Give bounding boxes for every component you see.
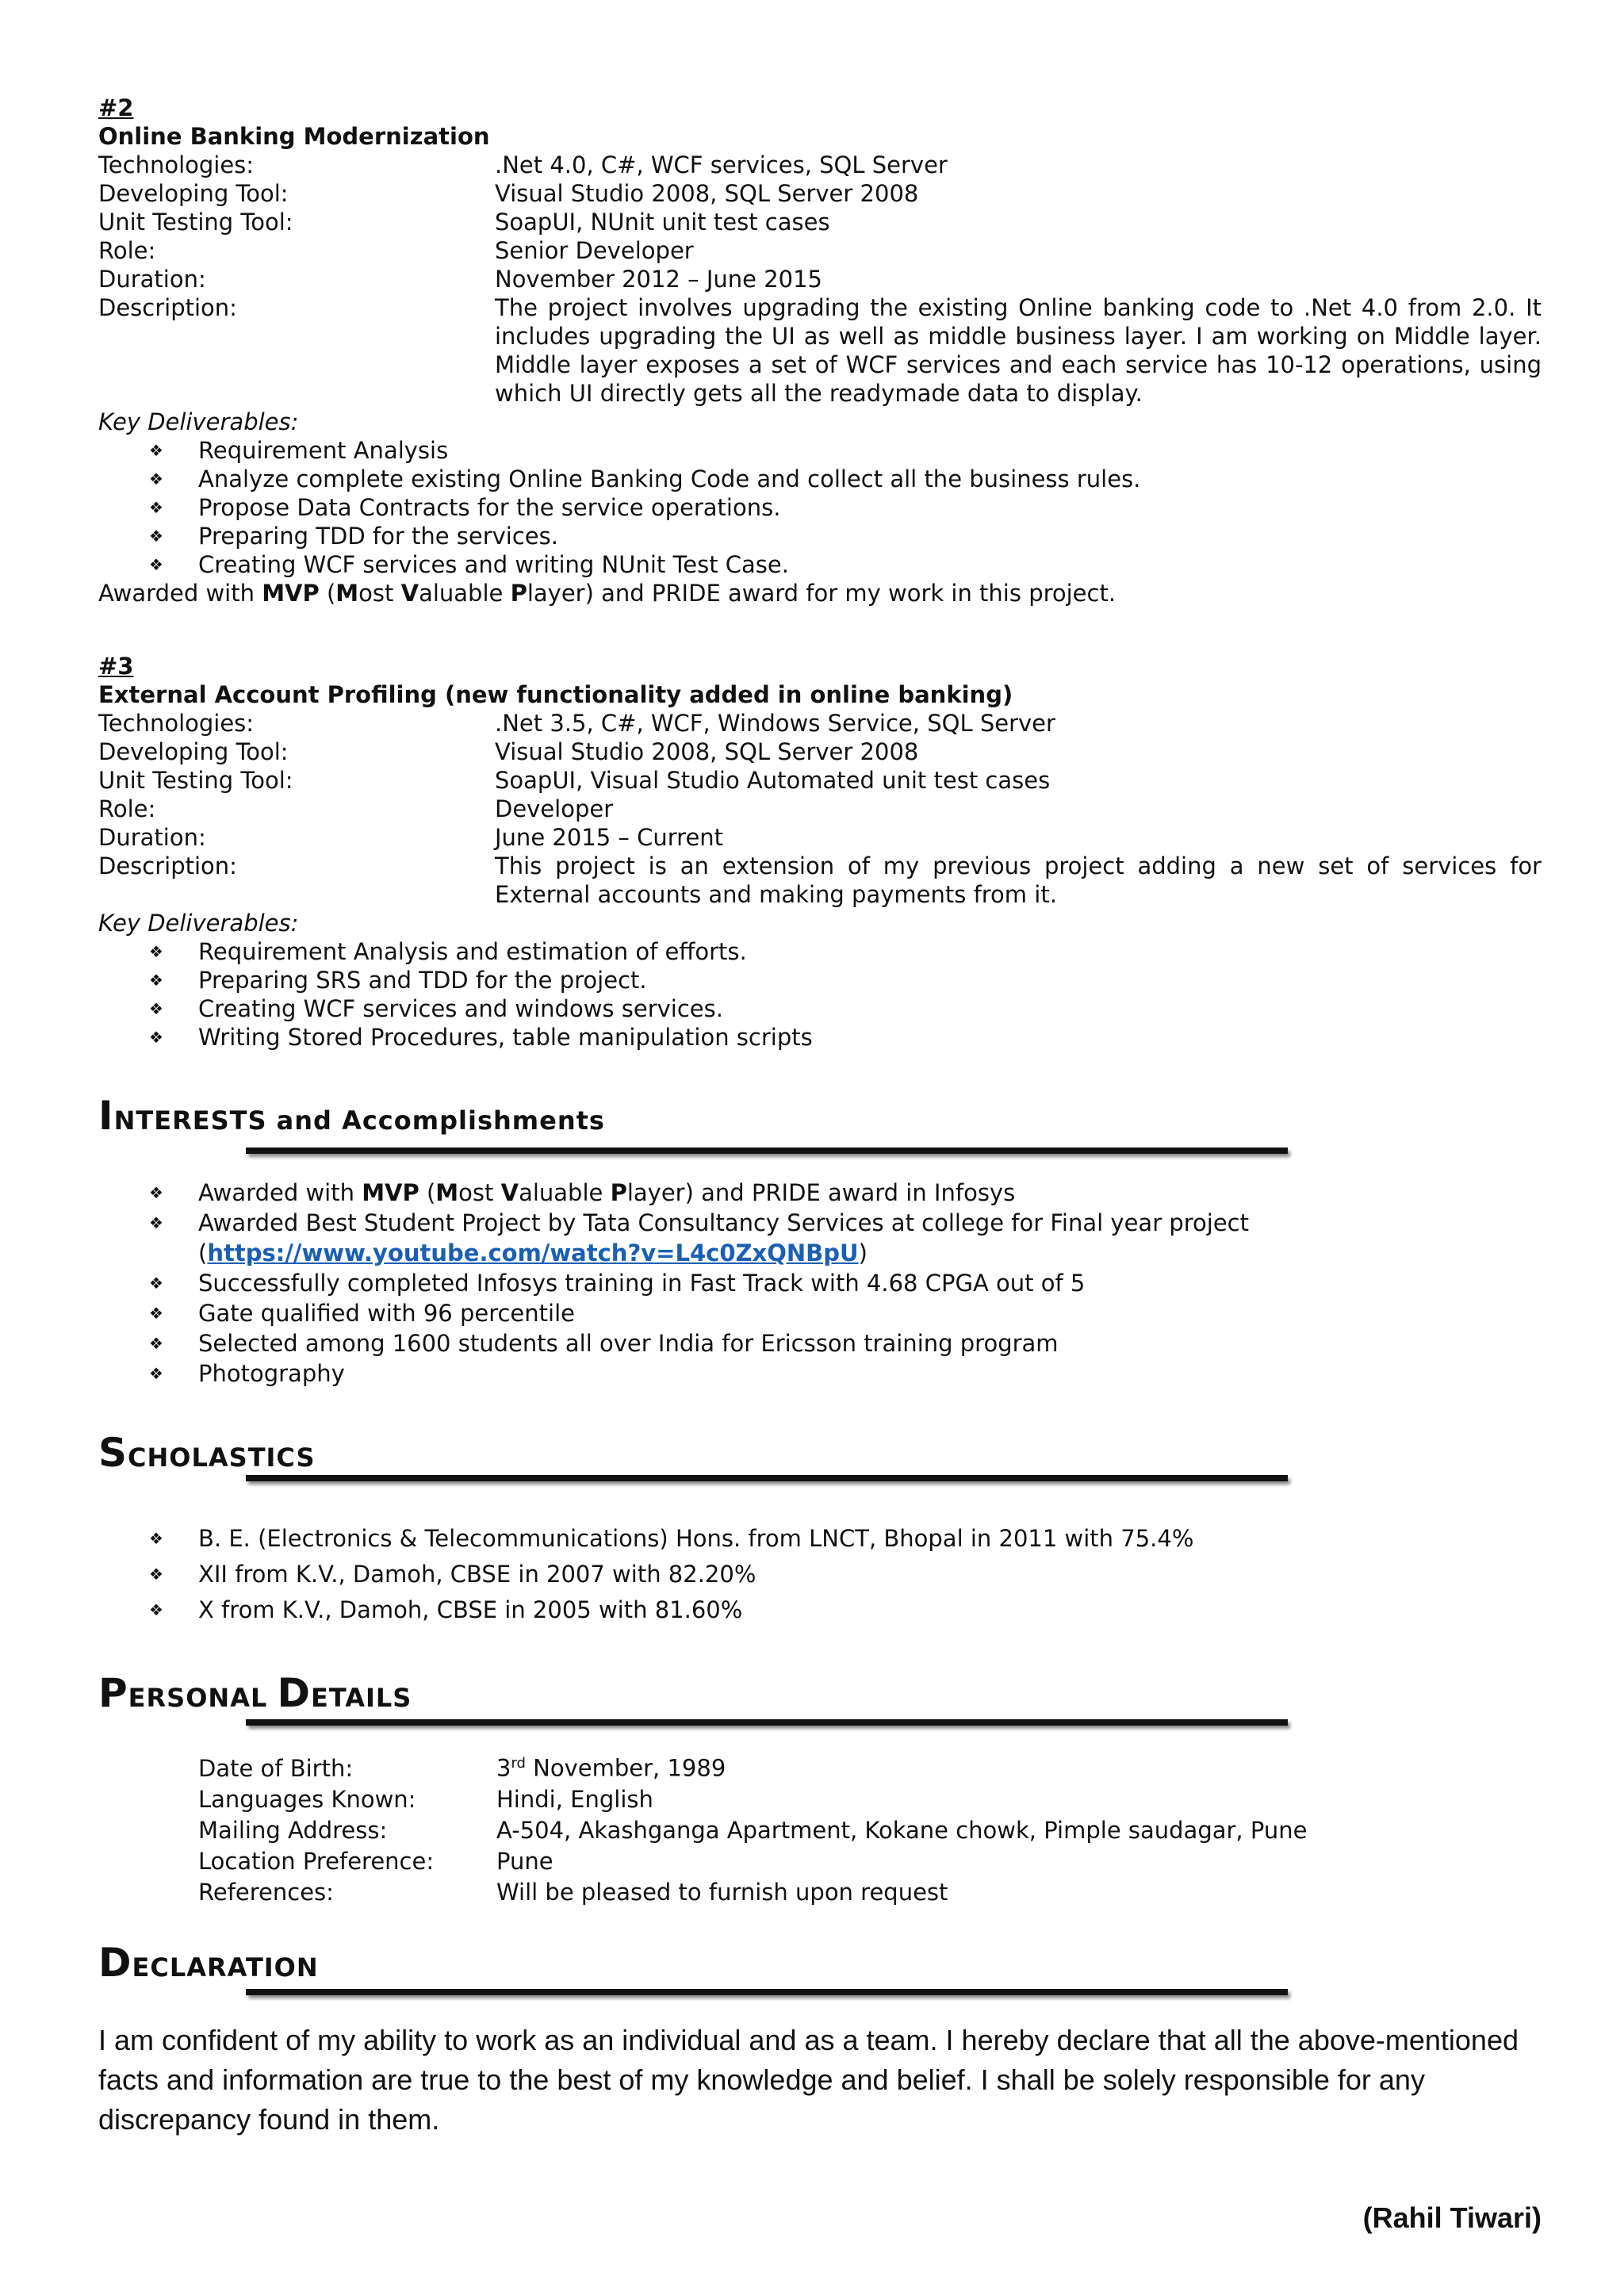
heading-small: ECLARATION [132, 1952, 319, 1983]
list-item [98, 522, 1542, 550]
list-item-text: Preparing SRS and TDD for the project. [198, 967, 647, 994]
personal-details [198, 1748, 1467, 1908]
list-item-text: B. E. (Electronics & Telecommunications) Hons. from LNCT, Bhopal in 2011 with 75.4% [198, 1525, 1194, 1552]
detail-label: Date of Birth: [198, 1754, 354, 1782]
list-item [98, 1298, 1526, 1328]
field-row [98, 208, 1542, 236]
field-row [98, 151, 1542, 179]
list-item [98, 465, 1542, 493]
detail-value: Will be pleased to furnish upon request [496, 1878, 948, 1906]
list-item-text: Propose Data Contracts for the service operations. [198, 494, 781, 521]
field-label: Role: [98, 237, 156, 264]
award-initial: V [400, 580, 419, 607]
interests-heading [98, 1093, 1526, 1139]
field-row [98, 179, 1542, 208]
list-item [98, 1557, 1526, 1592]
diamond-bullet-icon: ❖ [149, 942, 163, 961]
diamond-bullet-icon: ❖ [149, 971, 163, 990]
field-row [98, 852, 1542, 909]
list-item-text: Selected among 1600 students all over India for Ericsson training program [198, 1330, 1059, 1357]
field-value: June 2015 – Current [495, 824, 724, 851]
field-value: Visual Studio 2008, SQL Server 2008 [495, 180, 919, 207]
diamond-bullet-icon: ❖ [149, 1600, 163, 1619]
section-title [98, 1940, 319, 1986]
deliverables-label: Key Deliverables: [98, 408, 299, 435]
field-label: Description: [98, 294, 237, 321]
section-divider [246, 1475, 1288, 1481]
list-item-text: X from K.V., Damoh, CBSE in 2005 with 81.60% [198, 1596, 743, 1623]
diamond-bullet-icon: ❖ [149, 469, 163, 489]
field-value: Visual Studio 2008, SQL Server 2008 [495, 738, 919, 765]
detail-value: Pune [496, 1847, 553, 1875]
field-label: Developing Tool: [98, 180, 289, 207]
list-item-text: Gate qualified with 96 percentile [198, 1300, 575, 1327]
field-value: SoapUI, NUnit unit test cases [495, 209, 830, 236]
field-value: Senior Developer [495, 237, 694, 264]
diamond-bullet-icon: ❖ [149, 1364, 163, 1383]
list-item-text: Requirement Analysis and estimation of efforts. [198, 938, 747, 965]
section-title [98, 1093, 605, 1139]
award-initial: M [435, 1179, 459, 1206]
diamond-bullet-icon: ❖ [149, 999, 163, 1018]
deliverables-list [98, 436, 1542, 579]
list-item-text: Successfully completed Infosys training in Fast Track with 4.68 CPGA out of 5 [198, 1270, 1086, 1297]
field-label: Unit Testing Tool: [98, 767, 293, 794]
award-text: ( [319, 580, 336, 607]
field-value: .Net 4.0, C#, WCF services, SQL Server [495, 151, 948, 178]
project-title: External Account Profiling (new functionality added in online banking) [98, 681, 1013, 708]
detail-row [198, 1815, 1467, 1846]
list-item-text: ) and PRIDE award in Infosys [684, 1179, 1016, 1206]
detail-value: A-504, Akashganga Apartment, Kokane chowk, Pimple saudagar, Pune [496, 1816, 1308, 1844]
personal-heading [98, 1670, 1526, 1716]
list-item [98, 1521, 1526, 1557]
heading-rest: and Accomplishments [266, 1105, 605, 1136]
field-value: November 2012 – June 2015 [495, 266, 822, 293]
field-label: Role: [98, 795, 156, 822]
declaration-heading [98, 1940, 1526, 1986]
field-label: Technologies: [98, 151, 255, 178]
detail-label: Languages Known: [198, 1785, 416, 1813]
list-item [98, 1178, 1526, 1208]
list-item [98, 436, 1542, 465]
field-value: Developer [495, 795, 614, 822]
deliverables-label: Key Deliverables: [98, 910, 299, 937]
project-title: Online Banking Modernization [98, 123, 490, 150]
heading-cap: P [98, 1670, 128, 1716]
field-row [98, 823, 1542, 852]
list-item [98, 493, 1542, 522]
award-initial: P [510, 580, 527, 607]
declaration-text: I am confident of my ability to work as an individual and as a team. I hereby declare that all the above-mentioned facts and information are true to the best of my knowledge and belief. I shall be solely responsible for any discrepancy found in them. [98, 2024, 1519, 2136]
award-text: layer [527, 580, 585, 607]
detail-row [198, 1784, 1467, 1815]
list-item [98, 1592, 1526, 1628]
detail-row [198, 1748, 1467, 1784]
list-item-text: ) [858, 1239, 868, 1266]
field-row [98, 766, 1542, 795]
diamond-bullet-icon: ❖ [149, 498, 163, 517]
detail-row [198, 1846, 1467, 1877]
diamond-bullet-icon: ❖ [149, 1274, 163, 1293]
field-value: The project involves upgrading the existing Online banking code to .Net 4.0 from 2.0. It includes upgrading the UI as well as middle business layer. I am working on Middle layer. Middle layer exposes a set of WCF services and each service has 10-12 operations, using which UI directly gets all the readymade data to display. [495, 294, 1542, 407]
section-title [98, 1430, 316, 1476]
detail-label: Location Preference: [198, 1847, 435, 1875]
list-item-text: Requirement Analysis [198, 437, 449, 464]
diamond-bullet-icon: ❖ [149, 1304, 163, 1323]
interests-list [98, 1178, 1526, 1389]
list-item [98, 966, 1542, 994]
award-text: ) and PRIDE award for my work in this project. [584, 580, 1116, 607]
section-title [98, 1670, 412, 1716]
list-item [98, 1268, 1526, 1298]
detail-value-sup: rd [511, 1755, 526, 1772]
field-label: Unit Testing Tool: [98, 209, 293, 236]
list-item [98, 1358, 1526, 1389]
diamond-bullet-icon: ❖ [149, 1028, 163, 1047]
heading-cap: D [98, 1940, 132, 1986]
scholastics-list [98, 1521, 1526, 1628]
list-item-text: layer [626, 1179, 685, 1206]
field-row [98, 738, 1542, 766]
field-label: Developing Tool: [98, 738, 289, 765]
list-item-text: Creating WCF services and windows services. [198, 995, 723, 1022]
heading-cap: I [98, 1093, 114, 1139]
detail-label: References: [198, 1878, 334, 1906]
field-row [98, 236, 1542, 265]
list-item [98, 1208, 1526, 1268]
list-item-text: Analyze complete existing Online Banking Code and collect all the business rules. [198, 466, 1141, 492]
heading-small: NTERESTS [113, 1105, 267, 1136]
diamond-bullet-icon: ❖ [149, 1565, 163, 1584]
award-mvp: MVP [262, 580, 320, 607]
list-item-text: Photography [198, 1360, 345, 1387]
list-item [98, 550, 1542, 579]
list-item [98, 1328, 1526, 1358]
project-3 [98, 652, 1542, 1052]
heading-small: ETAILS [311, 1683, 412, 1713]
award-text: ost [358, 580, 401, 607]
diamond-bullet-icon: ❖ [149, 555, 163, 574]
list-item [98, 1023, 1542, 1052]
section-divider [246, 1148, 1288, 1154]
field-label: Technologies: [98, 710, 255, 737]
list-item-text: Preparing TDD for the services. [198, 523, 558, 550]
heading-small: ERSONAL [128, 1683, 278, 1713]
award-line [98, 579, 1542, 607]
award-text: aluable [419, 580, 511, 607]
award-text: Awarded with [98, 580, 262, 607]
field-row [98, 795, 1542, 823]
diamond-bullet-icon: ❖ [149, 1334, 163, 1353]
field-row [98, 265, 1542, 293]
heading-cap: S [98, 1430, 128, 1476]
youtube-link[interactable]: https://www.youtube.com/watch?v=L4c0ZxQNBpU [207, 1239, 859, 1266]
project-2 [98, 94, 1542, 607]
project-number: #2 [98, 94, 134, 121]
field-value: .Net 3.5, C#, WCF, Windows Service, SQL Server [495, 710, 1055, 737]
diamond-bullet-icon: ❖ [149, 1529, 163, 1548]
award-mvp: MVP [362, 1179, 419, 1206]
field-value: This project is an extension of my previous project adding a new set of services for External accounts and making payments from it. [495, 852, 1542, 908]
diamond-bullet-icon: ❖ [149, 1213, 163, 1232]
field-label: Duration: [98, 824, 206, 851]
list-item-text: ost [458, 1179, 501, 1206]
detail-row [198, 1877, 1467, 1908]
detail-value: 3 [496, 1754, 511, 1782]
list-item [98, 994, 1542, 1023]
award-initial: V [500, 1179, 519, 1206]
diamond-bullet-icon: ❖ [149, 1183, 163, 1202]
list-item-text: Awarded with [198, 1179, 362, 1206]
detail-label: Mailing Address: [198, 1816, 388, 1844]
heading-small: CHOLASTICS [128, 1443, 316, 1473]
list-item [98, 937, 1542, 966]
list-item-text: Creating WCF services and writing NUnit Test Case. [198, 551, 789, 578]
field-value: SoapUI, Visual Studio Automated unit test cases [495, 767, 1051, 794]
project-number: #3 [98, 653, 134, 680]
diamond-bullet-icon: ❖ [149, 527, 163, 546]
list-item-text: XII from K.V., Damoh, CBSE in 2007 with 82.20% [198, 1561, 756, 1588]
section-divider [246, 1989, 1288, 1995]
award-initial: P [610, 1179, 627, 1206]
deliverables-list [98, 937, 1542, 1052]
heading-cap: D [277, 1670, 311, 1716]
award-initial: M [335, 580, 359, 607]
scholastics-heading [98, 1430, 1526, 1476]
field-row [98, 293, 1542, 408]
field-row [98, 709, 1542, 738]
diamond-bullet-icon: ❖ [149, 441, 163, 460]
list-item-text: ( [419, 1179, 436, 1206]
detail-value: November, 1989 [525, 1754, 726, 1782]
list-item-text: Writing Stored Procedures, table manipulation scripts [198, 1024, 813, 1051]
field-label: Duration: [98, 266, 206, 293]
list-item-text: aluable [519, 1179, 611, 1206]
field-label: Description: [98, 852, 237, 879]
list-item-text: ( [198, 1239, 208, 1266]
list-item-text: Awarded Best Student Project by Tata Consultancy Services at college for Final year project [198, 1209, 1249, 1236]
detail-value: Hindi, English [496, 1785, 653, 1813]
section-divider [246, 1719, 1288, 1726]
signature: (Rahil Tiwari) [1362, 2201, 1542, 2234]
